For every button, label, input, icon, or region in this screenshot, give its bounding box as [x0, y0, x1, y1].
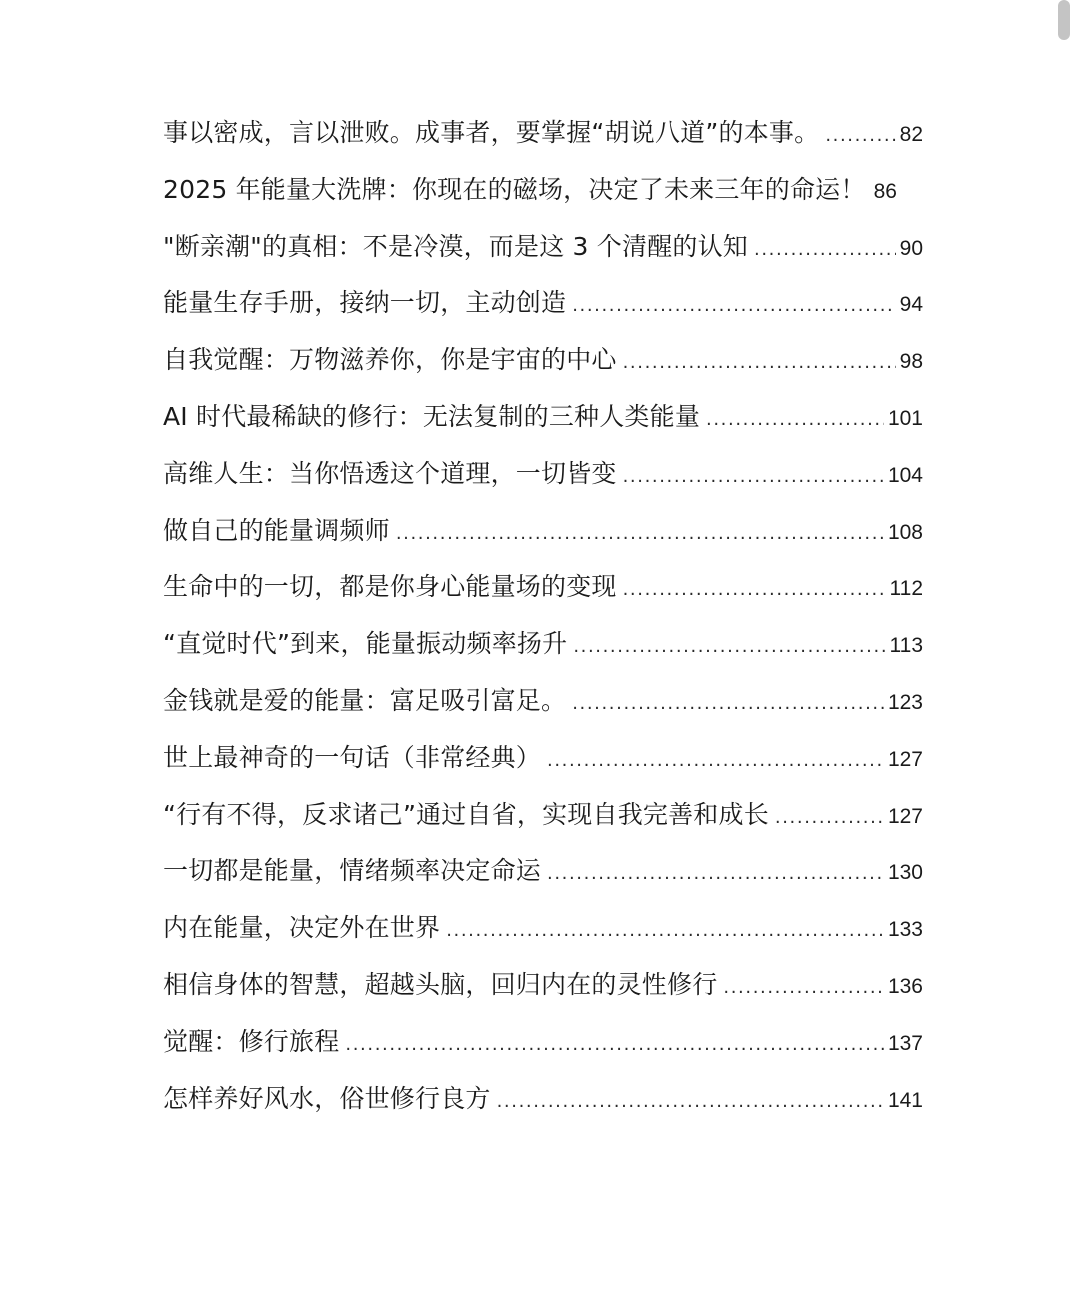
toc-dot-leader [573, 627, 885, 667]
toc-entry[interactable] [163, 795, 923, 852]
toc-entry[interactable] [163, 283, 923, 340]
toc-page-number: 113 [889, 634, 923, 658]
toc-entry-title: 内在能量，决定外在世界 [163, 913, 441, 943]
toc-entry-title: 自我觉醒：万物滋养你，你是宇宙的中心 [163, 345, 617, 375]
toc-entry-title: “直觉时代”到来，能量振动频率扬升 [163, 629, 568, 659]
toc-entry-title: 相信身体的智慧，超越头脑，回归内在的灵性修行 [163, 969, 718, 999]
toc-dot-leader [706, 400, 884, 440]
toc-dot-leader [572, 684, 884, 724]
toc-dot-leader [623, 570, 886, 610]
toc-entry[interactable] [163, 681, 923, 738]
toc-entry[interactable] [163, 908, 923, 965]
toc-entry[interactable] [163, 1079, 923, 1136]
toc-page-number: 86 [873, 179, 897, 203]
toc-entry[interactable] [163, 227, 923, 284]
toc-dot-leader [754, 230, 896, 270]
toc-dot-leader [825, 116, 895, 156]
toc-dot-leader [623, 457, 884, 497]
toc-entry-title: 2025 年能量大洗牌：你现在的磁场，决定了未来三年的命运！ [163, 174, 866, 204]
toc-entry-title: 高维人生：当你悟透这个道理，一切皆变 [163, 458, 617, 488]
toc-entry[interactable] [163, 397, 923, 454]
toc-page-number: 90 [899, 236, 923, 260]
toc-page-number: 98 [899, 350, 923, 374]
toc-entry-title: AI 时代最稀缺的修行：无法复制的三种人类能量 [163, 401, 701, 431]
table-of-contents [163, 113, 923, 1135]
toc-entry[interactable] [163, 511, 923, 568]
toc-entry-title: “行有不得，反求诸己”通过自省，实现自我完善和成长 [163, 799, 769, 829]
toc-dot-leader [775, 798, 884, 838]
toc-dot-leader [446, 911, 884, 951]
toc-entry-title: 觉醒：修行旅程 [163, 1026, 340, 1056]
toc-page-number: 127 [887, 804, 923, 828]
toc-page-number: 101 [887, 406, 923, 430]
toc-dot-leader [723, 968, 884, 1008]
toc-entry[interactable] [163, 340, 923, 397]
toc-dot-leader [345, 1025, 884, 1065]
toc-entry-title: "断亲潮"的真相：不是冷漠，而是这 3 个清醒的认知 [163, 231, 748, 261]
toc-entry-title: 生命中的一切，都是你身心能量场的变现 [163, 572, 617, 602]
toc-page-number: 112 [889, 577, 923, 601]
toc-page-number: 123 [887, 690, 923, 714]
toc-entry-title: 世上最神奇的一句话（非常经典） [163, 742, 542, 772]
toc-page-number: 94 [899, 293, 923, 317]
toc-page-number: 137 [887, 1031, 923, 1055]
toc-entry-title: 一切都是能量，情绪频率决定命运 [163, 856, 542, 886]
toc-entry-title: 怎样养好风水，俗世修行良方 [163, 1083, 491, 1113]
toc-dot-leader [623, 343, 896, 383]
toc-page-number: 127 [887, 747, 923, 771]
toc-page-number: 130 [887, 861, 923, 885]
toc-page-number: 82 [899, 123, 923, 146]
toc-entry-title: 金钱就是爱的能量：富足吸引富足。 [163, 685, 567, 715]
toc-entry[interactable] [163, 851, 923, 908]
toc-entry[interactable] [163, 624, 923, 681]
toc-entry-title: 能量生存手册，接纳一切，主动创造 [163, 288, 567, 318]
toc-entry[interactable] [163, 738, 923, 795]
toc-entry[interactable] [163, 170, 923, 227]
toc-entry[interactable] [163, 1022, 923, 1079]
toc-page-number: 108 [887, 520, 923, 544]
toc-page-number: 141 [887, 1088, 923, 1112]
toc-entry-title: 做自己的能量调频师 [163, 515, 390, 545]
toc-dot-leader [572, 286, 895, 326]
toc-dot-leader [497, 1082, 884, 1122]
toc-page-number: 104 [887, 463, 923, 487]
toc-entry-title: 事以密成，言以泄败。成事者，要掌握“胡说八道”的本事。 [163, 118, 820, 147]
toc-dot-leader [547, 854, 884, 894]
vertical-scrollbar-thumb[interactable] [1058, 0, 1070, 40]
toc-page-number: 133 [887, 918, 923, 942]
toc-entry[interactable] [163, 454, 923, 511]
toc-entry[interactable] [163, 567, 923, 624]
toc-dot-leader [396, 514, 884, 554]
toc-dot-leader [547, 741, 884, 781]
toc-page-number: 136 [887, 974, 923, 998]
toc-entry[interactable] [163, 113, 923, 170]
toc-entry[interactable] [163, 965, 923, 1022]
